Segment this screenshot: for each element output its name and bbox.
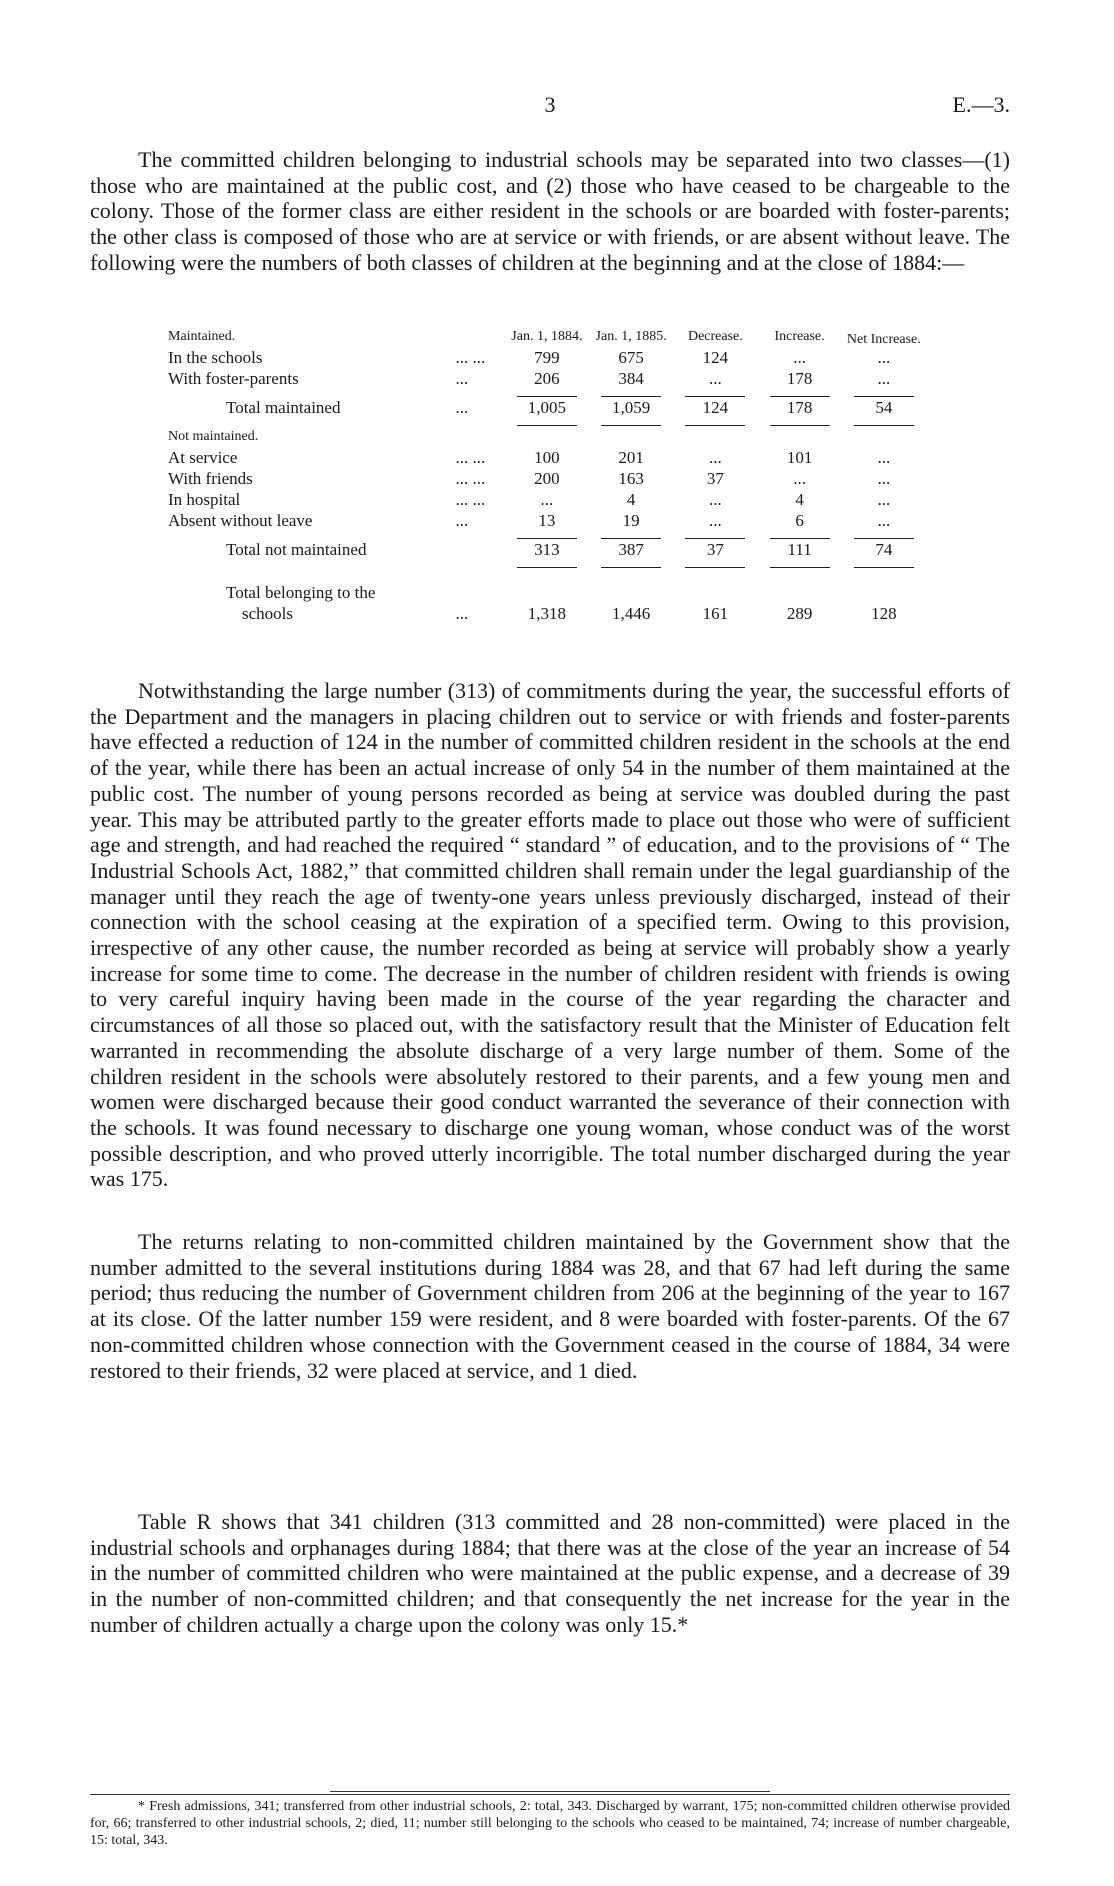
header-jan-1884: Jan. 1, 1884. [511,329,583,344]
table-grand-total-label-row [168,582,926,603]
cell-jan-1884: 1,318 [527,604,566,623]
cell-jan-1885: 384 [618,369,644,388]
cell-decrease: 124 [702,348,729,367]
row-label: At service [168,448,238,467]
cell-jan-1884: 206 [534,369,560,388]
header-jan-1885: Jan. 1, 1885. [595,329,667,344]
cell-jan-1885: 1,446 [611,604,651,623]
row-label: With foster-parents [168,369,299,388]
cell-decrease: 161 [702,604,729,623]
table-rule [168,389,926,397]
table-row [168,447,926,468]
cell-decrease: ... [708,490,722,509]
cell-net-increase: ... [877,469,891,488]
cell-increase: 111 [787,540,812,559]
cell-jan-1885: 19 [622,511,640,530]
footnote-divider [90,1794,1010,1795]
row-dots: ... [455,604,469,623]
cell-jan-1885: 387 [618,540,644,559]
row-dots: ... ... [455,469,486,488]
cell-increase: 6 [795,511,804,530]
cell-net-increase: 54 [875,398,893,417]
children-statistics-table [168,326,926,624]
cell-net-increase: ... [877,369,891,388]
table-grand-total-row [168,603,926,624]
cell-net-increase: ... [877,511,891,530]
cell-increase: ... [793,348,806,367]
cell-jan-1884: 313 [534,540,560,559]
cell-increase: 4 [795,490,804,509]
paragraph-committed-classes: The committed children belonging to industrial schools may be separated into two classes—(1) those who are maintained at the public cost, and (2) those who have ceased to be chargeable to the colony. Those of the former class are either resident in the schools or are boarded with foster-parents; the other class is composed of those who are at service or with friends, or are absent without leave. The following were the numbers of both classes of children at the beginning and at the close of 1884:— [90,147,1010,275]
table-row [168,368,926,389]
cell-jan-1885: 1,059 [611,398,651,417]
cell-increase: 289 [786,604,813,623]
cell-jan-1885: 4 [626,490,636,509]
cell-net-increase: ... [877,448,891,467]
page-number: 3 [544,92,556,117]
cell-jan-1884: 13 [538,511,556,530]
paragraph-commitments: Notwithstanding the large number (313) of commitments during the year, the successful efforts of the Department and the managers in placing children out to service or with friends and foster-parents have effected a reduction of 124 in the number of committed children resident in the schools at the end of the year, while there has been an actual increase of only 54 in the number of them maintained at the public cost. The number of young persons recorded as being at service was doubled during the past year. This may be attributed partly to the greater efforts made to place out those who were of sufficient age and strength, and had reached the required “ standard ” of education, and to the provisions of “ The Industrial Schools Act, 1882,” that committed children shall remain under the legal guardianship of the manager until they reach the age of twenty-one years unless previously discharged, instead of their connection with the school ceasing at the expiration of a specified term. Owing to this provision, irrespective of any other cause, the number recorded as being at service will probably show a yearly increase for some time to come. The decrease in the number of children resident with friends is owing to very careful inquiry having been made in the course of the year regarding the character and circumstances of all those so placed out, with the satisfactory result that the Minister of Education felt warranted in recommending the absolute discharge of a very large number of them. Some of the children resident in the schools were absolutely restored to their parents, and a few young men and women were discharged because their good conduct warranted the severance of their connection with the schools. It was found necessary to discharge one young woman, whose conduct was of the worst possible description, and who proved utterly incorrigible. The total number discharged during the year was 175. [90,678,1010,1192]
cell-decrease: ... [708,448,722,467]
total-belonging-label-line2: schools [242,604,293,623]
row-dots: ... [455,369,469,388]
cell-net-increase: ... [877,490,891,509]
header-decrease: Decrease. [687,329,743,344]
total-maintained-label: Total maintained [226,398,341,417]
not-maintained-header: Not maintained. [168,429,259,444]
cell-increase: 178 [786,398,813,417]
cell-increase: ... [793,469,806,488]
paragraph-table-r: Table R shows that 341 children (313 committed and 28 non-committed) were placed in the industrial schools and orphanages during 1884; that there was at the close of the year an increase of 54 in the number of committed children who were maintained at the public expense, and a decrease of 39 in the number of non-committed children; and that consequently the net increase for the year in the number of children actually a charge upon the colony was only 15.* [90,1509,1010,1637]
header-maintained: Maintained. [168,329,236,344]
total-belonging-label-line1: Total belonging to the [226,583,376,602]
table-rule [168,531,926,539]
cell-net-increase: ... [877,348,891,367]
table-row [168,347,926,368]
cell-jan-1884: 100 [534,448,560,467]
cell-jan-1885: 163 [618,469,644,488]
cell-decrease: 124 [702,398,729,417]
row-dots: ... ... [455,490,486,509]
row-dots: ... ... [455,448,486,467]
table-row [168,510,926,531]
table-total-row [168,397,926,418]
cell-decrease: 37 [706,469,724,488]
row-label: In hospital [168,490,241,509]
row-dots: ... ... [455,348,486,367]
table-section-header [168,426,926,447]
cell-increase: 178 [786,369,813,388]
cell-net-increase: 74 [875,540,893,559]
cell-jan-1885: 675 [618,348,644,367]
row-label: In the schools [168,348,263,367]
cell-jan-1884: ... [540,490,554,509]
cell-decrease: ... [708,369,722,388]
row-label: Absent without leave [168,511,313,530]
row-dots: ... [455,398,469,417]
footnote: * Fresh admissions, 341; transferred from other industrial schools, 2: total, 343. Discharged by warrant, 175; non-committed children otherwise provided for, 66; transferred to other industrial schools, 2; died, 11; number still belonging to the schools who ceased to be maintained, 74; increase of number chargeable, 15: total, 343. [90,1799,1010,1848]
page-header [90,92,1010,128]
cell-jan-1884: 799 [534,348,560,367]
table-rule [168,560,926,568]
cell-jan-1885: 201 [618,448,644,467]
cell-jan-1884: 200 [534,469,560,488]
cell-decrease: ... [708,511,722,530]
cell-increase: 101 [786,448,813,467]
table-total-row [168,539,926,560]
paragraph-non-committed: The returns relating to non-committed children maintained by the Government show that the number admitted to the several institutions during 1884 was 28, and that 67 had left during the same period; thus reducing the number of Government children from 206 at the beginning of the year to 167 at its close. Of the latter number 159 were resident, and 8 were boarded with foster-parents. Of the 67 non-committed children whose connection with the Government ceased in the course of 1884, 34 were restored to their friends, 32 were placed at service, and 1 died. [90,1229,1010,1383]
row-label: With friends [168,469,253,488]
header-increase: Increase. [774,329,825,344]
header-net-increase: Net Increase. [846,332,921,347]
table-row [168,468,926,489]
total-not-maintained-label: Total not maintained [226,540,367,559]
table-row [168,489,926,510]
cell-decrease: 37 [706,540,724,559]
document-reference: E.—3. [952,92,1010,117]
table-rule [168,418,926,426]
row-dots: ... [455,511,469,530]
cell-jan-1884: 1,005 [527,398,566,417]
table-header-row [168,326,926,347]
cell-net-increase: 128 [871,604,897,623]
